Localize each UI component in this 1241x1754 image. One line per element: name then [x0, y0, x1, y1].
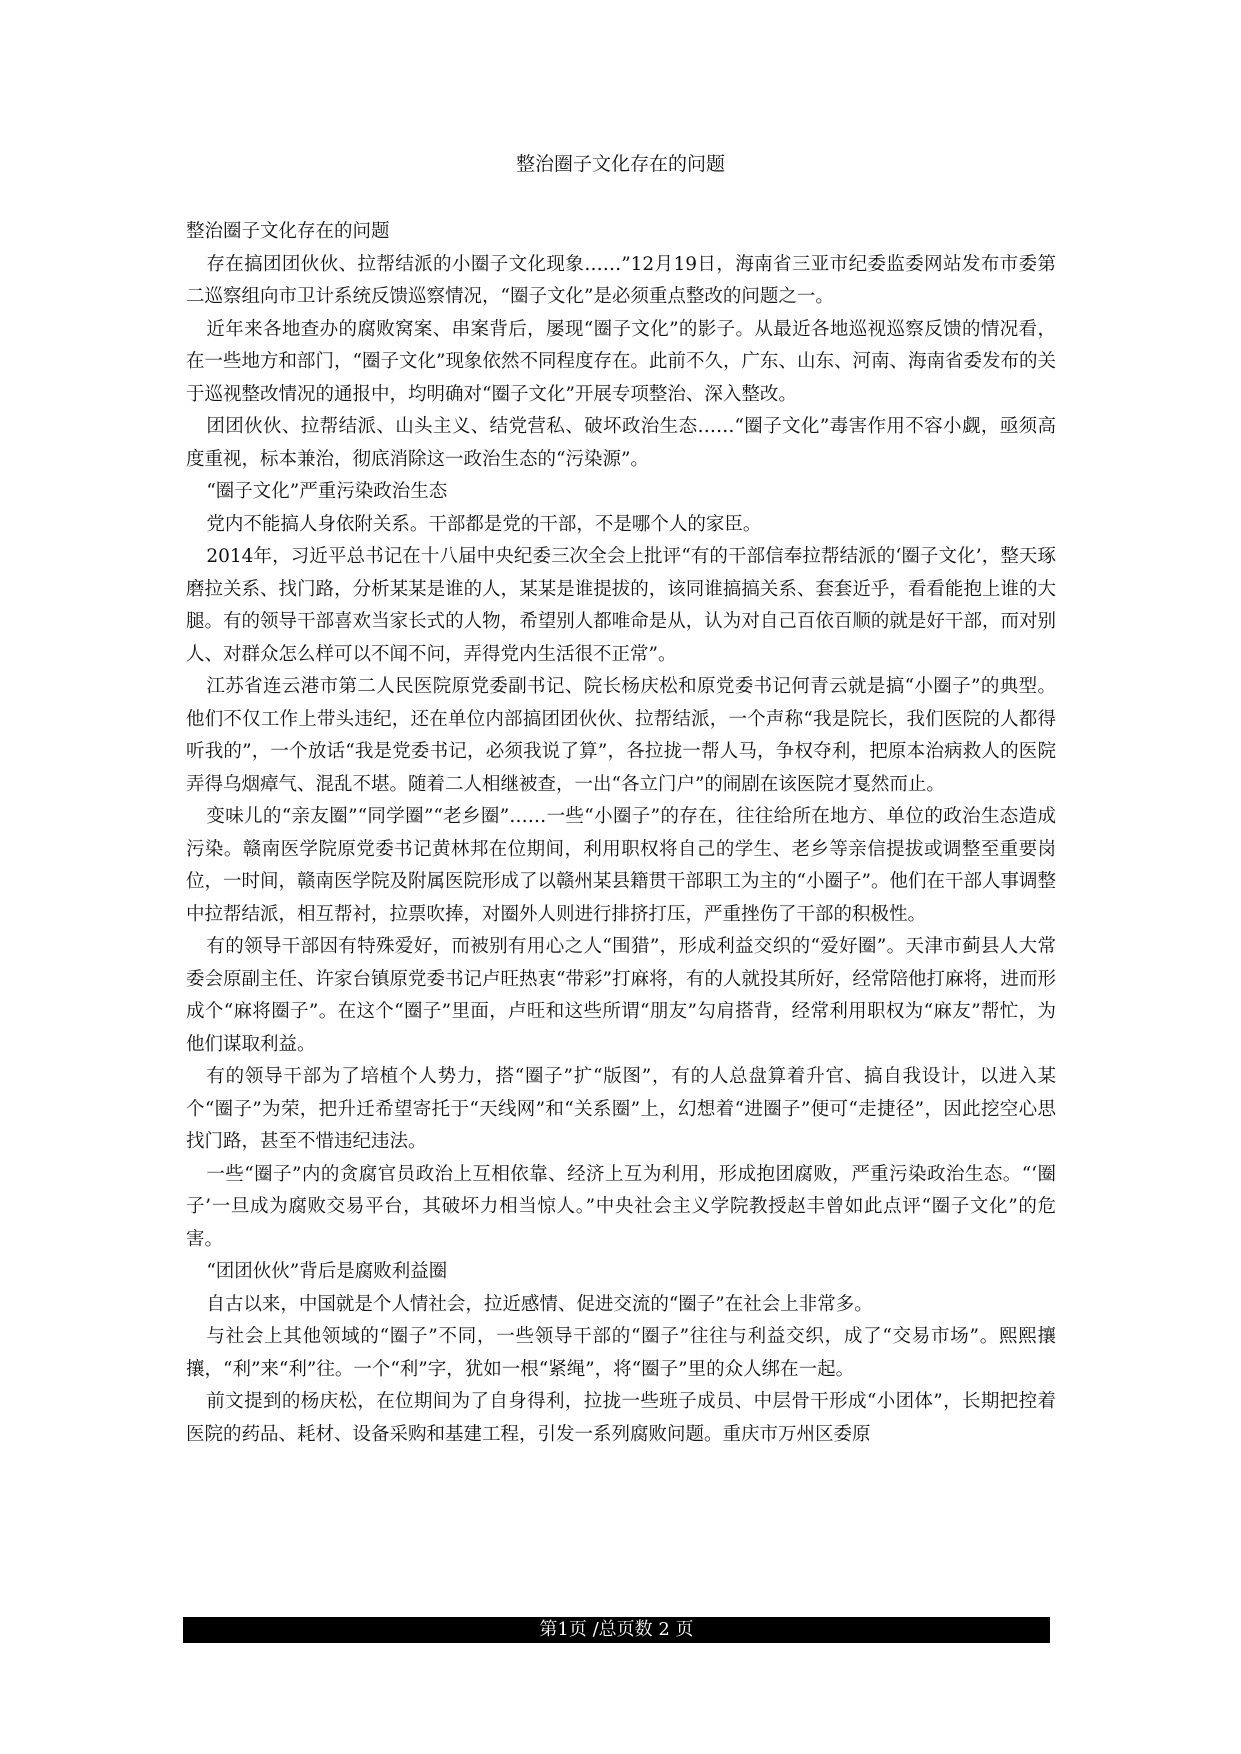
- section-heading: “团团伙伙”背后是腐败利益圈: [206, 1261, 448, 1282]
- paragraph: 整治圈子文化存在的问题: [186, 221, 390, 242]
- paragraph: 变味儿的“亲友圈”“同学圈”“老乡圈”……一些“小圈子”的存在，往往给所在地方、单位的政治生态造成污染。赣南医学院原党委书记黄林邦在位期间，利用职权将自己的学生、老乡等亲信提拔或调整至重要岗位，一时间，赣南医学院及附属医院形成了以赣州某县籍贯干部职工为主的“小圈子”。他们在干部人事调整中拉帮结派，相互帮衬，拉票吹捧，对圈外人则进行排挤打压，严重挫伤了干部的积极性。: [186, 806, 1056, 925]
- paragraph: 2014年，习近平总书记在十八届中央纪委三次全会上批评“有的干部信奉拉帮结派的‘圈子文化’，整天琢磨拉关系、找门路，分析某某是谁的人，某某是谁提拔的，该同谁搞搞关系、套套近乎，看看能抱上谁的大腿。有的领导干部喜欢当家长式的人物，希望别人都唯命是从，认为对自己百依百顺的就是好干部，而对别人、对群众怎么样可以不闻不问，弄得党内生活很不正常”。: [186, 546, 1056, 665]
- paragraph: 前文提到的杨庆松，在位期间为了自身得利，拉拢一些班子成员、中层骨干形成“小团体”，长期把控着医院的药品、耗材、设备采购和基建工程，引发一系列腐败问题。重庆市万州区委原: [186, 1391, 1056, 1445]
- document-title: 整治圈子文化存在的问题: [515, 153, 725, 175]
- paragraph: 江苏省连云港市第二人民医院原党委副书记、院长杨庆松和原党委书记何青云就是搞“小圈子”的典型。他们不仅工作上带头违纪，还在单位内部搞团团伙伙、拉帮结派，一个声称“我是院长，我们医院的人都得听我的”，一个放话“我是党委书记，必须我说了算”，各拉拢一帮人马，争权夺利，把原本治病救人的医院弄得乌烟瘴气、混乱不堪。随着二人相继被查，一出“各立门户”的闹剧在该医院才戛然而止。: [186, 676, 1056, 795]
- paragraph: 存在搞团团伙伙、拉帮结派的小圈子文化现象……”12月19日，海南省三亚市纪委监委网站发布市委第二巡察组向市卫计系统反馈巡察情况，“圈子文化”是必须重点整改的问题之一。: [186, 253, 1056, 307]
- paragraph: 近年来各地查办的腐败窝案、串案背后，屡现“圈子文化”的影子。从最近各地巡视巡察反馈的情况看，在一些地方和部门，“圈子文化”现象依然不同程度存在。此前不久，广东、山东、河南、海南省委发布的关于巡视整改情况的通报中，均明确对“圈子文化”开展专项整治、深入整改。: [186, 318, 1056, 405]
- page-footer: [183, 1617, 1050, 1643]
- paragraph: 自古以来，中国就是个人情社会，拉近感情、促进交流的“圈子”在社会上非常多。: [206, 1293, 873, 1315]
- paragraph: 有的领导干部因有特殊爱好，而被别有用心之人“围猎”，形成利益交织的“爱好圈”。天津市蓟县人大常委会原副主任、许家台镇原党委书记卢旺热衷“带彩”打麻将，有的人就投其所好，经常陪他打麻将，进而形成个“麻将圈子”。在这个“圈子”里面，卢旺和这些所谓“朋友”勾肩搭背，经常利用职权为“麻友”帮忙，为他们谋取利益。: [186, 936, 1056, 1055]
- page-number-label: 第1页 /总页数 2 页: [539, 1619, 694, 1640]
- paragraph: 团团伙伙、拉帮结派、山头主义、结党营私、破坏政治生态……“圈子文化”毒害作用不容小觑，亟须高度重视，标本兼治，彻底消除这一政治生态的“污染源”。: [186, 416, 1056, 470]
- paragraph: 与社会上其他领域的“圈子”不同，一些领导干部的“圈子”往往与利益交织，成了“交易市场”。熙熙攘攘，“利”来“利”往。一个“利”字，犹如一根“紧绳”，将“圈子”里的众人绑在一起。: [186, 1326, 1056, 1380]
- section-heading: “圈子文化”严重污染政治生态: [206, 481, 448, 502]
- paragraph: 一些“圈子”内的贪腐官员政治上互相依靠、经济上互为利用，形成抱团腐败，严重污染政治生态。“‘圈子’一旦成为腐败交易平台，其破坏力相当惊人。”中央社会主义学院教授赵丰曾如此点评“圈子文化”的危害。: [186, 1163, 1056, 1250]
- paragraph: 有的领导干部为了培植个人势力，搭“圈子”扩“版图”，有的人总盘算着升官、搞自我设计，以进入某个“圈子”为荣，把升迁希望寄托于“天线网”和“关系圈”上，幻想着“进圈子”便可“走捷径”，因此挖空心思找门路，甚至不惜违纪违法。: [186, 1066, 1056, 1152]
- paragraph: 党内不能搞人身依附关系。干部都是党的干部，不是哪个人的家臣。: [206, 513, 762, 535]
- document-body: [186, 216, 1056, 1451]
